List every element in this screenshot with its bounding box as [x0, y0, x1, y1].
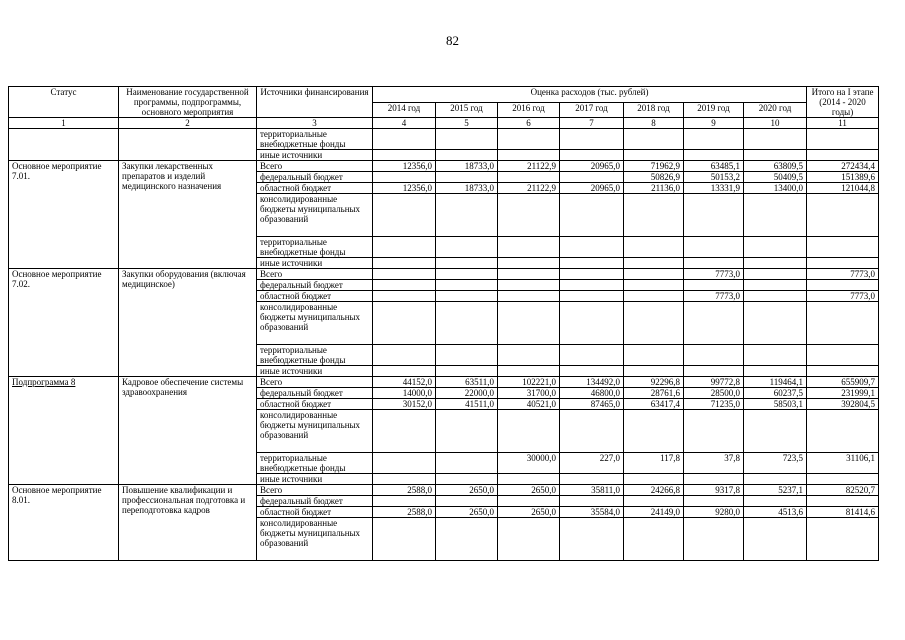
row-value: 117,8 [624, 453, 684, 474]
row-total: 392804,5 [807, 399, 879, 410]
row-value [624, 410, 684, 453]
row-value [373, 280, 436, 291]
row-value: 50409,5 [744, 172, 807, 183]
row-source: Всего [257, 161, 373, 172]
row-value [498, 291, 560, 302]
row-value: 71962,9 [624, 161, 684, 172]
row-source: федеральный бюджет [257, 280, 373, 291]
row-value [436, 518, 498, 561]
row-value [373, 453, 436, 474]
row-value [373, 172, 436, 183]
row-value [373, 410, 436, 453]
page-number: 82 [446, 33, 459, 48]
row-value [498, 302, 560, 345]
row-value [436, 291, 498, 302]
row-source: консолидированные бюджеты муниципальных образований [257, 518, 373, 561]
row-name: Закупки лекарственных препаратов и изделий медицинского назначения [119, 161, 257, 269]
row-value [560, 366, 624, 377]
row-value: 7773,0 [684, 269, 744, 280]
row-value: 21122,9 [498, 183, 560, 194]
row-value: 31700,0 [498, 388, 560, 399]
row-value [744, 129, 807, 150]
row-name [119, 129, 257, 161]
row-value [560, 269, 624, 280]
row-total: 7773,0 [807, 291, 879, 302]
row-value [436, 172, 498, 183]
row-value [560, 150, 624, 161]
row-value [560, 258, 624, 269]
row-value [498, 258, 560, 269]
row-status: Основное мероприятие 7.02. [9, 269, 119, 377]
row-value: 30000,0 [498, 453, 560, 474]
row-value [498, 474, 560, 485]
row-value: 20965,0 [560, 161, 624, 172]
row-value [744, 237, 807, 258]
row-value [684, 194, 744, 237]
row-value: 28761,6 [624, 388, 684, 399]
row-value [684, 474, 744, 485]
column-number: 2 [119, 118, 257, 129]
row-total [807, 474, 879, 485]
table-body [9, 129, 879, 561]
row-value [624, 129, 684, 150]
row-value [436, 366, 498, 377]
header-source: Источники финансирования [257, 87, 373, 118]
row-value: 24266,8 [624, 485, 684, 496]
row-value: 35584,0 [560, 507, 624, 518]
row-value [624, 518, 684, 561]
row-value: 30152,0 [373, 399, 436, 410]
row-value [560, 474, 624, 485]
row-value [744, 474, 807, 485]
row-value [373, 302, 436, 345]
row-source: иные источники [257, 150, 373, 161]
row-source: консолидированные бюджеты муниципальных образований [257, 410, 373, 453]
row-value [373, 237, 436, 258]
row-value [498, 194, 560, 237]
header-year: 2017 год [560, 102, 624, 118]
budget-table [8, 86, 879, 561]
row-value [373, 129, 436, 150]
row-value [560, 302, 624, 345]
row-value: 134492,0 [560, 377, 624, 388]
row-value: 2650,0 [436, 485, 498, 496]
column-number-row [9, 118, 879, 129]
row-value: 40521,0 [498, 399, 560, 410]
column-number: 11 [807, 118, 879, 129]
row-value: 50153,2 [684, 172, 744, 183]
column-number: 9 [684, 118, 744, 129]
row-value [624, 280, 684, 291]
row-value [560, 172, 624, 183]
header-year: 2019 год [684, 102, 744, 118]
row-value [624, 291, 684, 302]
row-total [807, 258, 879, 269]
row-total [807, 237, 879, 258]
header-status: Статус [9, 87, 119, 118]
header-estimate: Оценка расходов (тыс. рублей) [373, 87, 807, 103]
row-value [373, 291, 436, 302]
row-source: Всего [257, 485, 373, 496]
header-year: 2020 год [744, 102, 807, 118]
row-value: 119464,1 [744, 377, 807, 388]
table-row [9, 377, 879, 388]
row-value: 22000,0 [436, 388, 498, 399]
row-value [436, 150, 498, 161]
row-value [684, 237, 744, 258]
row-total [807, 345, 879, 366]
row-value [373, 258, 436, 269]
row-value [684, 366, 744, 377]
row-value [373, 345, 436, 366]
row-total: 272434,4 [807, 161, 879, 172]
row-value: 2650,0 [498, 507, 560, 518]
row-value [744, 366, 807, 377]
row-value [684, 518, 744, 561]
row-name: Кадровое обеспечение системы здравоохранения [119, 377, 257, 485]
row-value: 7773,0 [684, 291, 744, 302]
row-total: 82520,7 [807, 485, 879, 496]
row-value [624, 150, 684, 161]
row-source: иные источники [257, 366, 373, 377]
row-value [624, 496, 684, 507]
row-value: 63511,0 [436, 377, 498, 388]
row-total [807, 302, 879, 345]
row-value [373, 496, 436, 507]
row-source: Всего [257, 269, 373, 280]
row-value [744, 518, 807, 561]
row-value [744, 302, 807, 345]
row-value [684, 150, 744, 161]
row-value: 20965,0 [560, 183, 624, 194]
row-total [807, 150, 879, 161]
header-total: Итого на I этапе (2014 - 2020 годы) [807, 87, 879, 118]
column-number: 8 [624, 118, 684, 129]
column-number: 1 [9, 118, 119, 129]
row-total [807, 496, 879, 507]
row-value [744, 280, 807, 291]
row-source: федеральный бюджет [257, 172, 373, 183]
header-year: 2014 год [373, 102, 436, 118]
row-value [436, 453, 498, 474]
row-value [436, 237, 498, 258]
row-value [744, 496, 807, 507]
row-value: 9317,8 [684, 485, 744, 496]
row-value [560, 129, 624, 150]
row-value [373, 366, 436, 377]
row-value: 13331,9 [684, 183, 744, 194]
row-value [560, 518, 624, 561]
row-value [744, 150, 807, 161]
row-value [684, 345, 744, 366]
row-value: 50826,9 [624, 172, 684, 183]
row-value: 41511,0 [436, 399, 498, 410]
row-value: 14000,0 [373, 388, 436, 399]
row-value [560, 345, 624, 366]
row-value: 92296,8 [624, 377, 684, 388]
row-name: Закупки оборудования (включая медицинское) [119, 269, 257, 377]
row-value [684, 258, 744, 269]
row-total [807, 410, 879, 453]
row-source: федеральный бюджет [257, 496, 373, 507]
row-value [498, 280, 560, 291]
row-value [373, 269, 436, 280]
row-total [807, 366, 879, 377]
row-value [684, 496, 744, 507]
row-source: областной бюджет [257, 507, 373, 518]
row-value: 60237,5 [744, 388, 807, 399]
row-value [436, 345, 498, 366]
row-value [684, 302, 744, 345]
row-total: 7773,0 [807, 269, 879, 280]
row-value [436, 410, 498, 453]
row-value [436, 474, 498, 485]
row-status: Подпрограмма 8 [9, 377, 119, 485]
row-value: 18733,0 [436, 161, 498, 172]
row-value [498, 410, 560, 453]
row-value: 102221,0 [498, 377, 560, 388]
row-value: 35811,0 [560, 485, 624, 496]
row-value [436, 269, 498, 280]
column-number: 4 [373, 118, 436, 129]
row-source: Всего [257, 377, 373, 388]
row-value: 9280,0 [684, 507, 744, 518]
row-value [744, 410, 807, 453]
row-value: 5237,1 [744, 485, 807, 496]
row-source: территориальные внебюджетные фонды [257, 237, 373, 258]
header-row [9, 87, 879, 103]
row-value [498, 172, 560, 183]
row-value [498, 345, 560, 366]
row-value [498, 269, 560, 280]
column-number: 7 [560, 118, 624, 129]
row-value: 99772,8 [684, 377, 744, 388]
header-year: 2016 год [498, 102, 560, 118]
row-value: 63417,4 [624, 399, 684, 410]
row-status [9, 129, 119, 161]
row-total: 151389,6 [807, 172, 879, 183]
row-total [807, 194, 879, 237]
row-status: Основное мероприятие 8.01. [9, 485, 119, 561]
row-source: иные источники [257, 258, 373, 269]
row-value: 13400,0 [744, 183, 807, 194]
column-number: 6 [498, 118, 560, 129]
row-total: 231999,1 [807, 388, 879, 399]
row-source: территориальные внебюджетные фонды [257, 345, 373, 366]
row-value: 46800,0 [560, 388, 624, 399]
row-value: 63809,5 [744, 161, 807, 172]
row-value: 37,8 [684, 453, 744, 474]
row-value [624, 474, 684, 485]
row-value [624, 269, 684, 280]
row-total [807, 129, 879, 150]
row-value [560, 410, 624, 453]
row-value [624, 345, 684, 366]
row-value [684, 129, 744, 150]
row-value: 18733,0 [436, 183, 498, 194]
row-value [744, 269, 807, 280]
row-value [560, 496, 624, 507]
row-value [436, 258, 498, 269]
row-value [744, 345, 807, 366]
row-value [560, 237, 624, 258]
row-total: 81414,6 [807, 507, 879, 518]
row-value [373, 194, 436, 237]
row-value [436, 302, 498, 345]
row-source: территориальные внебюджетные фонды [257, 129, 373, 150]
row-value [436, 496, 498, 507]
row-total: 655909,7 [807, 377, 879, 388]
row-value [436, 129, 498, 150]
row-value: 28500,0 [684, 388, 744, 399]
row-value [744, 291, 807, 302]
row-total [807, 518, 879, 561]
row-source: областной бюджет [257, 291, 373, 302]
row-value: 71235,0 [684, 399, 744, 410]
row-status: Основное мероприятие 7.01. [9, 161, 119, 269]
row-value [684, 280, 744, 291]
header-year: 2015 год [436, 102, 498, 118]
row-value [684, 410, 744, 453]
row-value: 2588,0 [373, 485, 436, 496]
row-value: 24149,0 [624, 507, 684, 518]
row-value [436, 280, 498, 291]
column-number: 3 [257, 118, 373, 129]
row-source: областной бюджет [257, 183, 373, 194]
row-value: 4513,6 [744, 507, 807, 518]
row-value [624, 366, 684, 377]
column-number: 10 [744, 118, 807, 129]
row-source: консолидированные бюджеты муниципальных образований [257, 194, 373, 237]
row-value: 58503,1 [744, 399, 807, 410]
row-value [498, 150, 560, 161]
row-value [560, 194, 624, 237]
row-value: 12356,0 [373, 161, 436, 172]
row-value [373, 518, 436, 561]
row-value: 723,5 [744, 453, 807, 474]
row-value [744, 258, 807, 269]
row-value: 21122,9 [498, 161, 560, 172]
row-value [624, 302, 684, 345]
table-row [9, 161, 879, 172]
row-value [498, 366, 560, 377]
row-value [560, 291, 624, 302]
row-value [436, 194, 498, 237]
row-value [498, 129, 560, 150]
row-value [373, 150, 436, 161]
row-value: 2588,0 [373, 507, 436, 518]
row-value: 87465,0 [560, 399, 624, 410]
row-value: 2650,0 [436, 507, 498, 518]
row-source: федеральный бюджет [257, 388, 373, 399]
row-value: 12356,0 [373, 183, 436, 194]
row-value: 21136,0 [624, 183, 684, 194]
row-value [498, 518, 560, 561]
row-name: Повышение квалификации и профессиональная подготовка и переподготовка кадров [119, 485, 257, 561]
row-value [624, 194, 684, 237]
table-row [9, 485, 879, 496]
row-value: 63485,1 [684, 161, 744, 172]
header-name: Наименование государственной программы, подпрограммы, основного мероприятия [119, 87, 257, 118]
row-source: консолидированные бюджеты муниципальных образований [257, 302, 373, 345]
row-value [498, 237, 560, 258]
table-row [9, 269, 879, 280]
row-source: иные источники [257, 474, 373, 485]
row-source: территориальные внебюджетные фонды [257, 453, 373, 474]
row-value [498, 496, 560, 507]
row-value: 44152,0 [373, 377, 436, 388]
table-row [9, 129, 879, 150]
column-number: 5 [436, 118, 498, 129]
row-total: 31106,1 [807, 453, 879, 474]
row-value [624, 258, 684, 269]
row-value [373, 474, 436, 485]
row-value [624, 237, 684, 258]
row-value [560, 280, 624, 291]
header-year: 2018 год [624, 102, 684, 118]
row-source: областной бюджет [257, 399, 373, 410]
row-total [807, 280, 879, 291]
row-value [744, 194, 807, 237]
row-total: 121044,8 [807, 183, 879, 194]
row-value: 227,0 [560, 453, 624, 474]
row-value: 2650,0 [498, 485, 560, 496]
